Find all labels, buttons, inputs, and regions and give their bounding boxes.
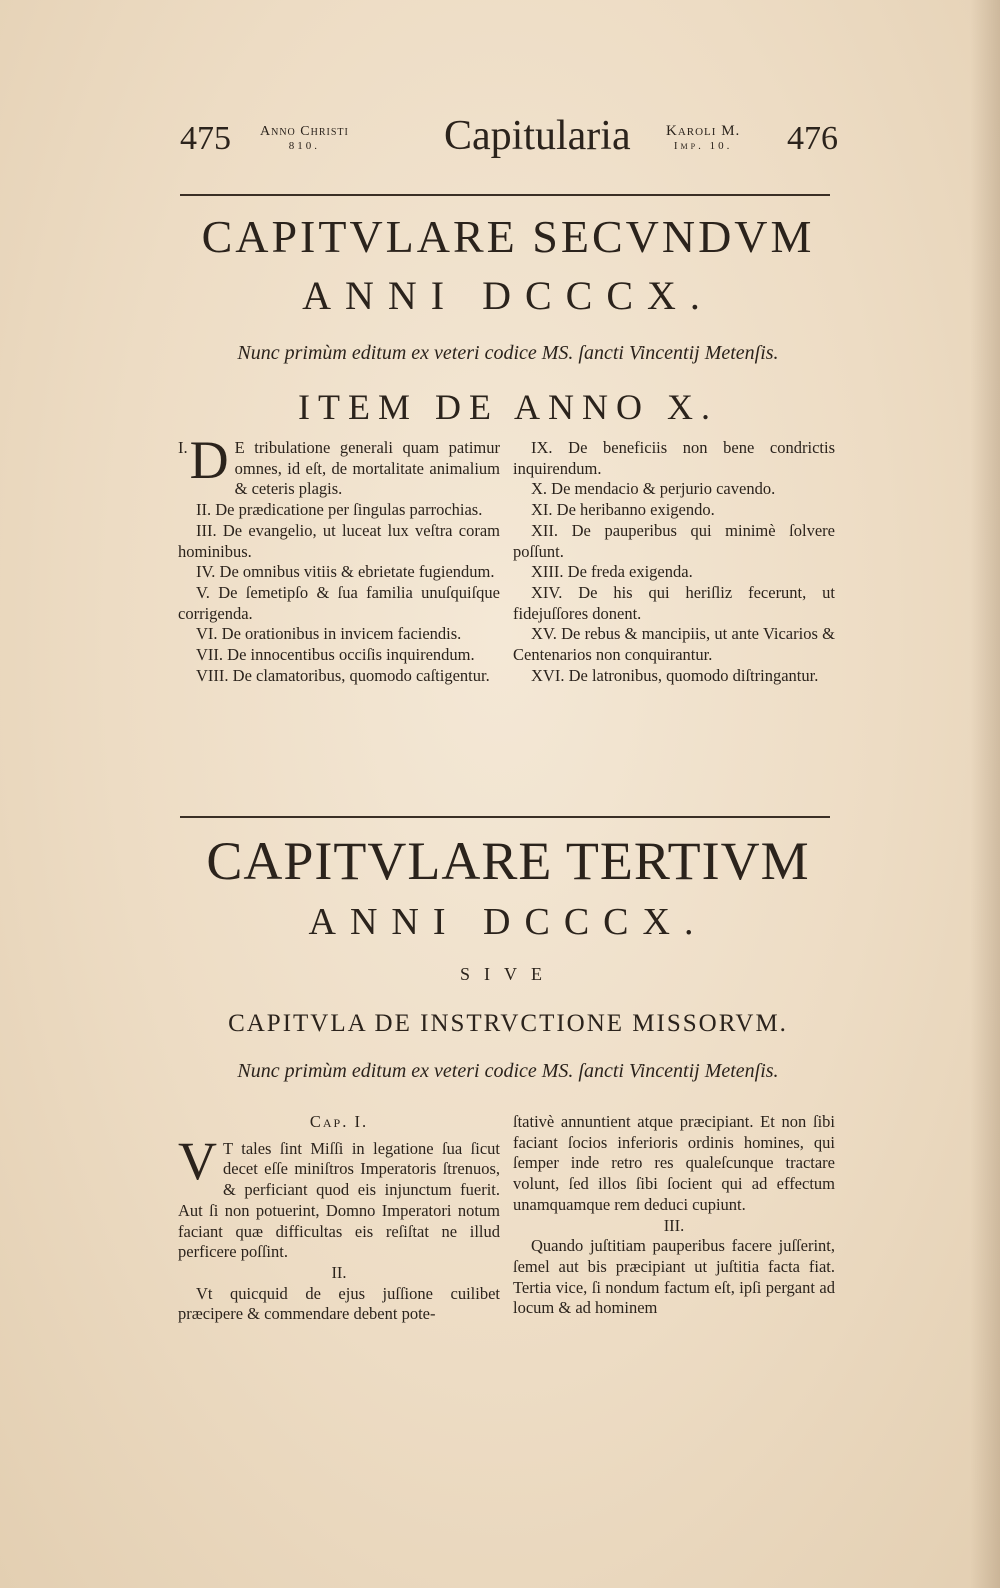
chapter2-number: II. [331,1262,347,1282]
section1-title: CAPITVLARE SECVNDVM [201,211,815,262]
header-anno-christi [260,124,349,154]
section1-heading: ITEM DE ANNO X. [298,387,718,427]
running-header [178,112,838,162]
chapter3-number: III. [663,1215,685,1235]
section1-source-note: Nunc primùm editum ex veteri codice MS. ſancti Vincentij Metenſis. [237,342,779,364]
section1-item: XII. De pauperibus qui minimè ſolvere poſſunt. [513,520,835,561]
chapter2-continued: ſtativè annuntient atque præcipiant. Et non ſibi faciant ſocios inferioris ordinis homines, qui ſemper inde retro res qualeſcunque tractare volunt, ſed illos ſibi ſocient qui ad effectum unamquamque rem deduci cupiunt. [513,1112,835,1214]
chapter2-paragraph: Vt quicquid de ejus juſſione cuilibet præcipere & commendare debent pote- [178,1283,500,1324]
header-anno-line1: Anno Christi [260,124,349,139]
section1-left-column [178,430,500,686]
section1-item: IV. De omnibus vitiis & ebrietate fugiendum. [196,562,495,582]
section1-item: XV. De rebus & mancipiis, ut ante Vicarios & Centenarios non conquirantur. [513,624,835,665]
item1-text: E tribulatione generali quam patimur omnes, id eſt, de mortalitate animalium & ceteris plagis. [234,438,500,499]
chapter1-paragraph [178,1130,500,1263]
section1-item: XI. De heribanno exigendo. [531,500,715,520]
section2-right-column [513,1112,835,1319]
header-karoli-line2: Imp. 10. [673,140,733,152]
item1-number: I. [178,438,188,457]
section1-item: VII. De innocentibus occiſis inquirendum. [196,645,475,665]
section2-left-column [178,1112,500,1325]
page-number-left: 475 [180,120,231,157]
section1-item: VIII. De clamatoribus, quomodo caſtigentur. [196,665,490,685]
section2-subtitle2: CAPITVLA DE INSTRVCTIONE MISSORVM. [228,1010,788,1037]
dropcap-d: D [189,430,229,490]
section1-item: X. De mendacio & perjurio cavendo. [531,479,776,499]
header-karoli-line1: Karoli M. [666,123,741,139]
dropcap-v: V [178,1130,217,1191]
section1-item: IX. De beneficiis non bene condrictis inquirendum. [513,438,835,478]
section1-subtitle: ANNI DCCCX. [302,273,714,318]
section2-source-note: Nunc primùm editum ex veteri codice MS. ſancti Vincentij Metenſis. [237,1060,779,1082]
section1-right-column [513,438,835,686]
section1-item: II. De prædicatione per ſingulas parrochias. [196,500,483,520]
chapter3-paragraph: Quando juſtitiam pauperibus facere juſſerint, ſemel aut bis præcipiant ut juſtitia facta fiat. Tertia vice, ſi nondum factum eſt, ipſi pergant ad locum & ad hominem [513,1236,835,1318]
section1-item: III. De evangelio, ut luceat lux veſtra coram hominibus. [178,520,500,561]
page-edge-shadow [970,0,1000,1588]
section2-sive: SIVE [460,964,556,984]
section-divider-rule [180,816,830,818]
section1-item: V. De ſemetipſo & ſua familia unuſquiſque corrigenda. [178,582,500,623]
section1-item-1 [178,430,500,500]
header-rule [180,194,830,196]
section1-item: XVI. De latronibus, quomodo diſtringantur. [531,665,819,685]
chapter1-text: T tales ſint Miſſi in legatione ſua ſicut decet eſſe miniſtros Imperatoris ſtrenuos, & perficiant quod eis injunctum fuerit. Aut ſi non potuerint, Domno Imperatori notum faciant quæ difficultas eis reſiſtat ne illud perficere poſſint. [178,1138,500,1262]
section1-item: VI. De orationibus in invicem faciendis. [196,624,462,644]
section1-item: XIV. De his qui heriſliz fecerunt, ut fidejuſſores donent. [513,582,835,623]
section2-title: CAPITVLARE TERTIVM [206,831,810,891]
section2-subtitle: ANNI DCCCX. [308,901,708,943]
page-number-right: 476 [787,120,838,157]
chapter-heading: Cap. I. [309,1112,369,1131]
header-anno-line2: 810. [288,140,321,152]
section1-item: XIII. De freda exigenda. [531,562,693,582]
header-karoli [666,124,740,154]
header-title: Capitularia [444,113,631,159]
